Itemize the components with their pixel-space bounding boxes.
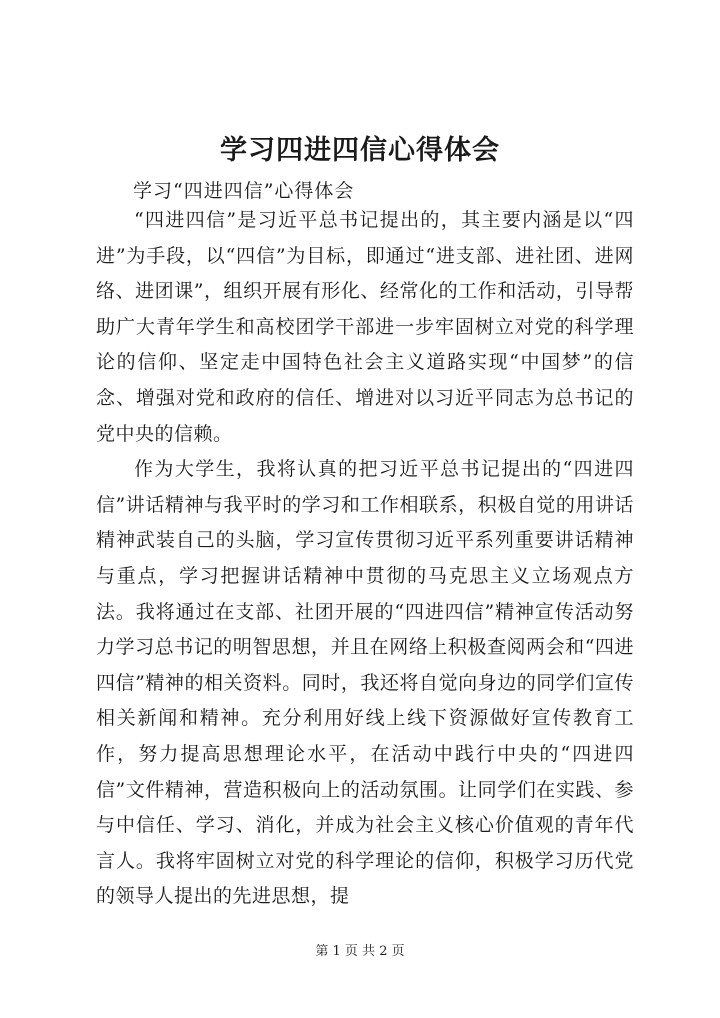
document-body: [96, 203, 634, 915]
document-subtitle: 学习“四进四信”心得体会: [133, 180, 355, 202]
paragraph-1: “四进四信”是习近平总书记提出的，其主要内涵是以“四进”为手段，以“四信”为目标，即通过“进支部、进社团、进网络、进团课”，组织开展有形化、经常化的工作和活动，引导帮助广大青年学生和高校团学干部进一步牢固树立对党的科学理论的信仰、坚定走中国特色社会主义道路实现“中国梦”的信念、增强对党和政府的信任、增进对以习近平同志为总书记的党中央的信赖。: [96, 209, 634, 445]
document-title: 学习四进四信心得体会: [220, 135, 500, 166]
page-footer: 第 1 页 共 2 页: [315, 944, 405, 959]
paragraph-2: 作为大学生，我将认真的把习近平总书记提出的“四进四信”讲话精神与我平时的学习和工作相联系，积极自觉的用讲话精神武装自己的头脑，学习宣传贯彻习近平系列重要讲话精神与重点，学习把握讲话精神中贯彻的马克思主义立场观点方法。我将通过在支部、社团开展的“四进四信”精神宣传活动努力学习总书记的明智思想，并且在网络上积极查阅两会和“四进四信”精神的相关资料。同时，我还将自觉向身边的同学们宣传相关新闻和精神。充分利用好线上线下资源做好宣传教育工作，努力提高思想理论水平，在活动中践行中央的“四进四信”文件精神，营造积极向上的活动氛围。让同学们在实践、参与中信任、学习、消化，并成为社会主义核心价值观的青年代言人。我将牢固树立对党的科学理论的信仰，积极学习历代党的领导人提出的先进思想，提: [96, 458, 634, 908]
